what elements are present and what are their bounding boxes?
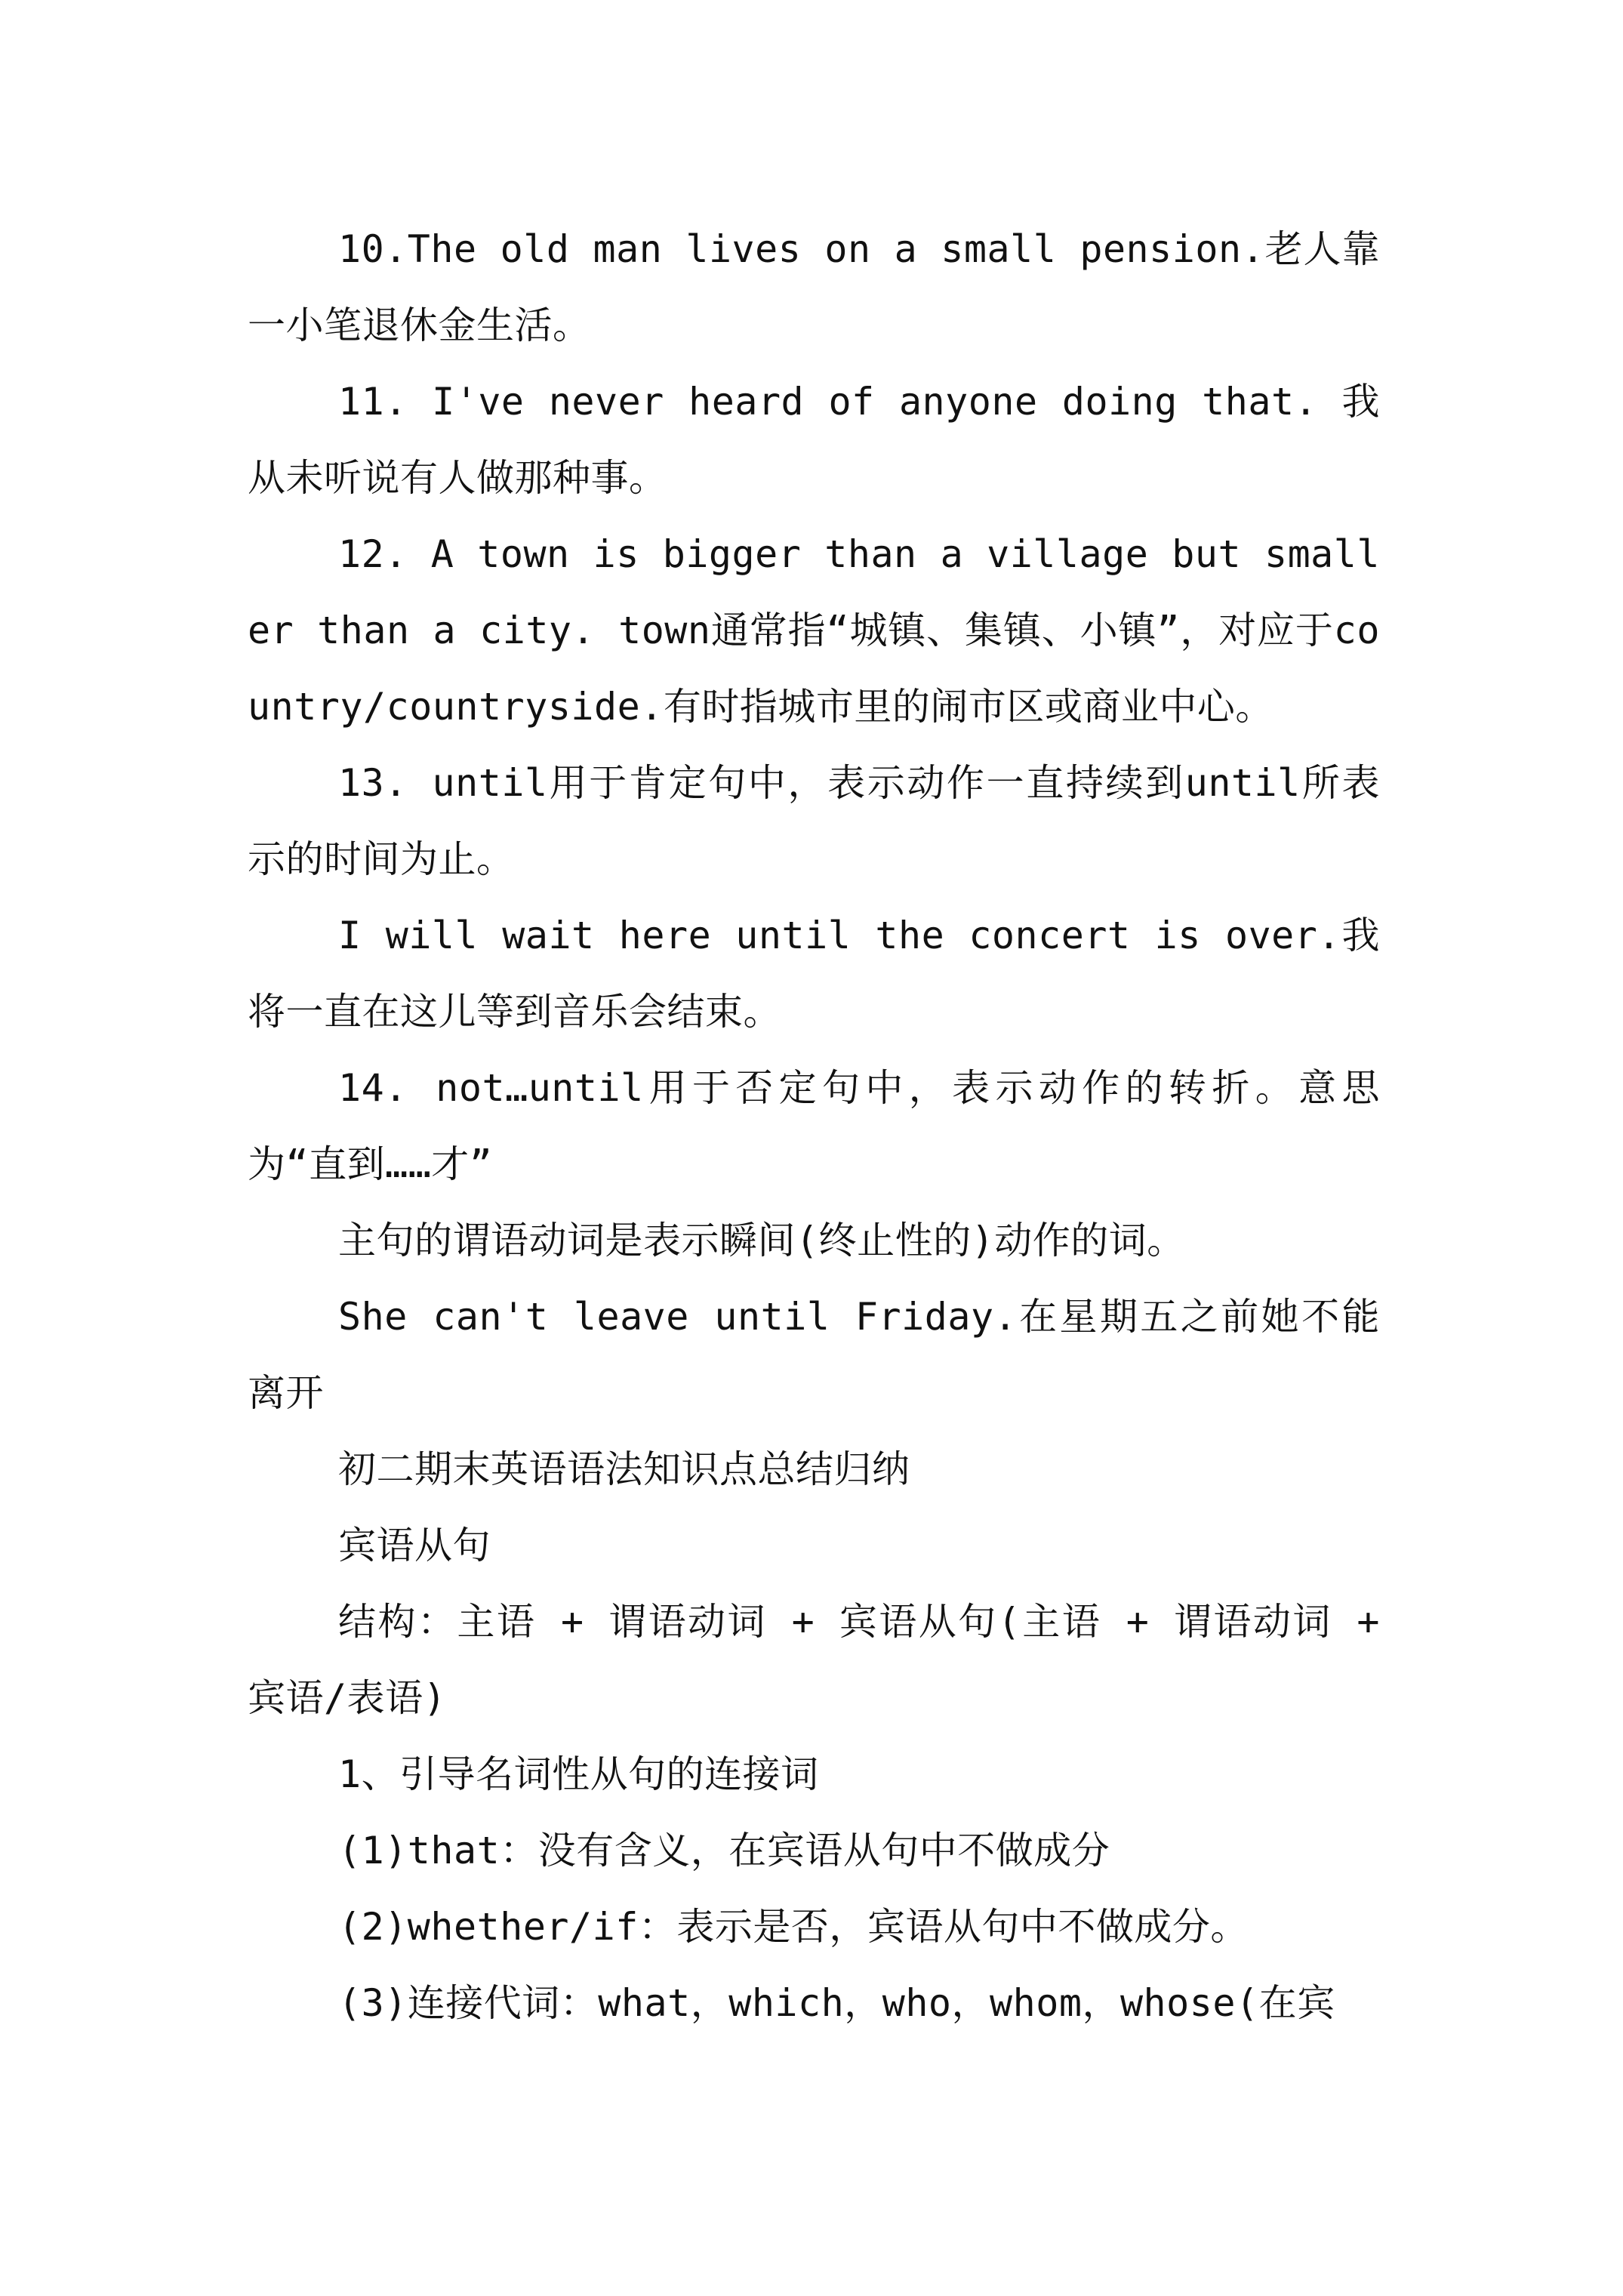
list-item-2: (2)whether/if：表示是否，宾语从句中不做成分。 [338, 1905, 1249, 1949]
section-title: 初二期末英语语法知识点总结归纳 [338, 1447, 910, 1491]
paragraph-2: 11. I've never heard of anyone doing that. 我从未听说有人做那种事。 [248, 380, 1380, 500]
paragraph-5: I will wait here until the concert is over.我将一直在这儿等到音乐会结束。 [248, 914, 1380, 1034]
paragraph-8: She can't leave until Friday.在星期五之前她不能离开 [248, 1295, 1380, 1415]
subsection-title: 宾语从句 [338, 1524, 491, 1567]
paragraph-structure: 结构：主语 + 谓语动词 + 宾语从句(主语 + 谓语动词 + 宾语/表语) [248, 1600, 1380, 1720]
paragraph-list-heading: 1、引导名词性从句的连接词 [338, 1752, 819, 1796]
list-item-3: (3)连接代词：what，which，who，whom，whose(在宾 [338, 1981, 1335, 2025]
document-body [248, 211, 1380, 2042]
paragraph-1: 10.The old man lives on a small pension.老人靠一小笔退休金生活。 [248, 227, 1380, 347]
paragraph-7: 主句的谓语动词是表示瞬间(终止性的)动作的词。 [338, 1219, 1185, 1262]
paragraph-4: 13. until用于肯定句中，表示动作一直持续到until所表示的时间为止。 [248, 761, 1380, 881]
paragraph-6: 14. not…until用于否定句中，表示动作的转折。意思为“直到……才” [248, 1066, 1380, 1186]
paragraph-3: 12. A town is bigger than a village but smaller than a city. town通常指“城镇、集镇、小镇”，对应于country/countryside.有时指城市里的闹市区或商业中心。 [248, 532, 1380, 729]
list-item-1: (1)that：没有含义，在宾语从句中不做成分 [338, 1829, 1110, 1872]
